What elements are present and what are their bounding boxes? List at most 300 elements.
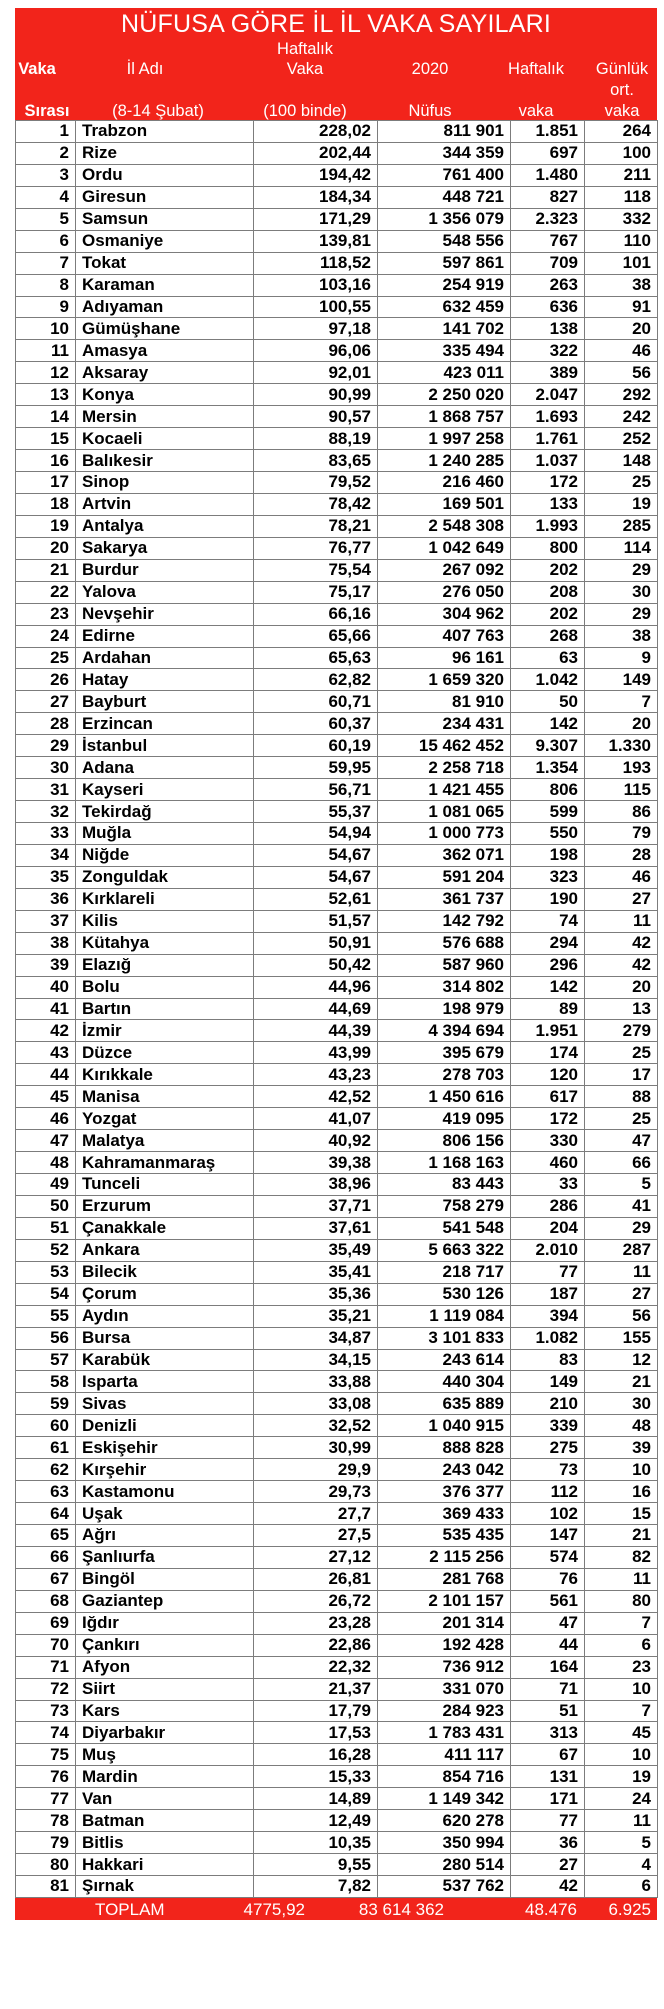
province-name-cell: Nevşehir <box>76 603 254 625</box>
weekly-per100k-cell: 26,72 <box>254 1590 378 1612</box>
daily-avg-cell: 91 <box>585 296 658 318</box>
rank-cell: 11 <box>16 340 76 362</box>
daily-avg-cell: 279 <box>585 1020 658 1042</box>
rank-cell: 27 <box>16 691 76 713</box>
province-name-cell: Diyarbakır <box>76 1722 254 1744</box>
province-name-cell: Muğla <box>76 823 254 845</box>
rank-cell: 39 <box>16 954 76 976</box>
weekly-cases-cell: 1.993 <box>511 515 585 537</box>
province-name-cell: Bilecik <box>76 1261 254 1283</box>
table-row <box>16 1327 658 1349</box>
province-name-cell: Kilis <box>76 910 254 932</box>
weekly-cases-cell: 210 <box>511 1393 585 1415</box>
population-cell: 806 156 <box>378 1130 511 1152</box>
population-cell: 331 070 <box>378 1678 511 1700</box>
population-cell: 5 663 322 <box>378 1239 511 1261</box>
rank-cell: 23 <box>16 603 76 625</box>
weekly-per100k-cell: 228,02 <box>254 121 378 143</box>
population-cell: 169 501 <box>378 493 511 515</box>
weekly-per100k-cell: 22,86 <box>254 1634 378 1656</box>
daily-avg-cell: 11 <box>585 910 658 932</box>
population-cell: 419 095 <box>378 1108 511 1130</box>
table-row <box>16 757 658 779</box>
population-cell: 1 868 757 <box>378 406 511 428</box>
rank-cell: 22 <box>16 581 76 603</box>
weekly-cases-cell: 550 <box>511 823 585 845</box>
rank-cell: 68 <box>16 1590 76 1612</box>
weekly-cases-cell: 198 <box>511 844 585 866</box>
weekly-per100k-cell: 202,44 <box>254 142 378 164</box>
daily-avg-cell: 12 <box>585 1349 658 1371</box>
table-row <box>16 669 658 691</box>
daily-avg-cell: 6 <box>585 1876 658 1898</box>
table-row <box>16 362 658 384</box>
population-cell: 81 910 <box>378 691 511 713</box>
province-name-cell: Çorum <box>76 1283 254 1305</box>
weekly-per100k-cell: 60,71 <box>254 691 378 713</box>
daily-avg-cell: 10 <box>585 1678 658 1700</box>
population-cell: 2 548 308 <box>378 515 511 537</box>
table-row <box>16 1415 658 1437</box>
weekly-per100k-cell: 40,92 <box>254 1130 378 1152</box>
table-row <box>16 208 658 230</box>
weekly-per100k-cell: 37,61 <box>254 1217 378 1239</box>
weekly-per100k-cell: 42,52 <box>254 1086 378 1108</box>
population-cell: 2 115 256 <box>378 1546 511 1568</box>
header-daily-bottom: vaka <box>604 102 640 120</box>
weekly-cases-cell: 1.851 <box>511 121 585 143</box>
rank-cell: 24 <box>16 625 76 647</box>
daily-avg-cell: 39 <box>585 1437 658 1459</box>
province-name-cell: Malatya <box>76 1130 254 1152</box>
table-row <box>16 1656 658 1678</box>
table-row <box>16 735 658 757</box>
daily-avg-cell: 48 <box>585 1415 658 1437</box>
weekly-cases-cell: 204 <box>511 1217 585 1239</box>
rank-cell: 50 <box>16 1195 76 1217</box>
weekly-per100k-cell: 21,37 <box>254 1678 378 1700</box>
weekly-cases-cell: 806 <box>511 779 585 801</box>
population-cell: 15 462 452 <box>378 735 511 757</box>
table-row <box>16 1042 658 1064</box>
daily-avg-cell: 115 <box>585 779 658 801</box>
daily-avg-cell: 11 <box>585 1810 658 1832</box>
province-name-cell: Bursa <box>76 1327 254 1349</box>
population-cell: 1 997 258 <box>378 428 511 450</box>
rank-cell: 75 <box>16 1744 76 1766</box>
table-row <box>16 1678 658 1700</box>
province-name-cell: Gümüşhane <box>76 318 254 340</box>
daily-avg-cell: 5 <box>585 1174 658 1196</box>
weekly-per100k-cell: 60,19 <box>254 735 378 757</box>
total-weekly-per100k: 4775,92 <box>243 1899 305 1919</box>
weekly-per100k-cell: 16,28 <box>254 1744 378 1766</box>
daily-avg-cell: 82 <box>585 1546 658 1568</box>
rank-cell: 53 <box>16 1261 76 1283</box>
province-name-cell: Manisa <box>76 1086 254 1108</box>
header-pop-bottom: Nüfus <box>408 102 452 120</box>
weekly-cases-cell: 131 <box>511 1766 585 1788</box>
rank-cell: 80 <box>16 1854 76 1876</box>
population-cell: 1 042 649 <box>378 537 511 559</box>
daily-avg-cell: 285 <box>585 515 658 537</box>
weekly-cases-cell: 50 <box>511 691 585 713</box>
population-cell: 350 994 <box>378 1832 511 1854</box>
daily-avg-cell: 41 <box>585 1195 658 1217</box>
daily-avg-cell: 21 <box>585 1371 658 1393</box>
rank-cell: 59 <box>16 1393 76 1415</box>
weekly-cases-cell: 9.307 <box>511 735 585 757</box>
population-cell: 632 459 <box>378 296 511 318</box>
daily-avg-cell: 148 <box>585 450 658 472</box>
table-header <box>15 8 657 120</box>
province-name-cell: Karaman <box>76 274 254 296</box>
weekly-per100k-cell: 79,52 <box>254 472 378 494</box>
rank-cell: 65 <box>16 1525 76 1547</box>
weekly-per100k-cell: 17,53 <box>254 1722 378 1744</box>
table-row <box>16 647 658 669</box>
weekly-per100k-cell: 88,19 <box>254 428 378 450</box>
weekly-per100k-cell: 22,32 <box>254 1656 378 1678</box>
table-row <box>16 1261 658 1283</box>
province-name-cell: Yozgat <box>76 1108 254 1130</box>
table-row <box>16 1612 658 1634</box>
province-name-cell: Balıkesir <box>76 450 254 472</box>
population-cell: 2 258 718 <box>378 757 511 779</box>
daily-avg-cell: 13 <box>585 998 658 1020</box>
table-row <box>16 1546 658 1568</box>
daily-avg-cell: 101 <box>585 252 658 274</box>
daily-avg-cell: 27 <box>585 888 658 910</box>
table-row <box>16 537 658 559</box>
weekly-per100k-cell: 15,33 <box>254 1766 378 1788</box>
weekly-cases-cell: 51 <box>511 1700 585 1722</box>
weekly-per100k-cell: 32,52 <box>254 1415 378 1437</box>
population-cell: 96 161 <box>378 647 511 669</box>
weekly-per100k-cell: 90,57 <box>254 406 378 428</box>
rank-cell: 19 <box>16 515 76 537</box>
table-row <box>16 1239 658 1261</box>
province-name-cell: İzmir <box>76 1020 254 1042</box>
weekly-per100k-cell: 90,99 <box>254 384 378 406</box>
rank-cell: 15 <box>16 428 76 450</box>
table-row <box>16 1283 658 1305</box>
header-cases-bottom: vaka <box>518 102 554 120</box>
weekly-per100k-cell: 35,41 <box>254 1261 378 1283</box>
weekly-cases-cell: 47 <box>511 1612 585 1634</box>
population-cell: 811 901 <box>378 121 511 143</box>
weekly-cases-cell: 73 <box>511 1459 585 1481</box>
weekly-cases-cell: 76 <box>511 1568 585 1590</box>
weekly-per100k-cell: 97,18 <box>254 318 378 340</box>
weekly-per100k-cell: 39,38 <box>254 1152 378 1174</box>
population-cell: 535 435 <box>378 1525 511 1547</box>
population-cell: 281 768 <box>378 1568 511 1590</box>
weekly-per100k-cell: 55,37 <box>254 801 378 823</box>
rank-cell: 66 <box>16 1546 76 1568</box>
weekly-per100k-cell: 59,95 <box>254 757 378 779</box>
table-row <box>16 1788 658 1810</box>
population-cell: 201 314 <box>378 1612 511 1634</box>
population-cell: 620 278 <box>378 1810 511 1832</box>
province-name-cell: Bingöl <box>76 1568 254 1590</box>
population-cell: 591 204 <box>378 866 511 888</box>
province-name-cell: Ardahan <box>76 647 254 669</box>
weekly-cases-cell: 275 <box>511 1437 585 1459</box>
rank-cell: 8 <box>16 274 76 296</box>
population-cell: 1 168 163 <box>378 1152 511 1174</box>
province-name-cell: Osmaniye <box>76 230 254 252</box>
weekly-per100k-cell: 14,89 <box>254 1788 378 1810</box>
daily-avg-cell: 66 <box>585 1152 658 1174</box>
weekly-per100k-cell: 27,12 <box>254 1546 378 1568</box>
table-row <box>16 625 658 647</box>
rank-cell: 35 <box>16 866 76 888</box>
table-row <box>16 296 658 318</box>
daily-avg-cell: 110 <box>585 230 658 252</box>
weekly-cases-cell: 67 <box>511 1744 585 1766</box>
weekly-cases-cell: 460 <box>511 1152 585 1174</box>
daily-avg-cell: 19 <box>585 1766 658 1788</box>
population-cell: 1 783 431 <box>378 1722 511 1744</box>
population-cell: 761 400 <box>378 164 511 186</box>
daily-avg-cell: 242 <box>585 406 658 428</box>
province-name-cell: Bartın <box>76 998 254 1020</box>
daily-avg-cell: 45 <box>585 1722 658 1744</box>
daily-avg-cell: 56 <box>585 362 658 384</box>
weekly-per100k-cell: 60,37 <box>254 713 378 735</box>
weekly-cases-cell: 112 <box>511 1481 585 1503</box>
daily-avg-cell: 9 <box>585 647 658 669</box>
weekly-cases-cell: 164 <box>511 1656 585 1678</box>
table-row <box>16 976 658 998</box>
weekly-per100k-cell: 26,81 <box>254 1568 378 1590</box>
population-cell: 888 828 <box>378 1437 511 1459</box>
population-cell: 3 101 833 <box>378 1327 511 1349</box>
population-cell: 142 792 <box>378 910 511 932</box>
rank-cell: 74 <box>16 1722 76 1744</box>
weekly-per100k-cell: 38,96 <box>254 1174 378 1196</box>
province-name-cell: Elazığ <box>76 954 254 976</box>
population-cell: 362 071 <box>378 844 511 866</box>
daily-avg-cell: 100 <box>585 142 658 164</box>
province-name-cell: Kırşehir <box>76 1459 254 1481</box>
population-cell: 83 443 <box>378 1174 511 1196</box>
rank-cell: 72 <box>16 1678 76 1700</box>
header-weekly-bottom: (100 binde) <box>263 102 347 120</box>
daily-avg-cell: 11 <box>585 1568 658 1590</box>
daily-avg-cell: 5 <box>585 1832 658 1854</box>
province-name-cell: Şırnak <box>76 1876 254 1898</box>
table-row <box>16 1722 658 1744</box>
header-name-bottom: (8-14 Şubat) <box>112 102 204 120</box>
table-row <box>16 472 658 494</box>
population-cell: 440 304 <box>378 1371 511 1393</box>
weekly-per100k-cell: 9,55 <box>254 1854 378 1876</box>
weekly-per100k-cell: 10,35 <box>254 1832 378 1854</box>
daily-avg-cell: 292 <box>585 384 658 406</box>
province-name-cell: Ordu <box>76 164 254 186</box>
rank-cell: 63 <box>16 1481 76 1503</box>
table-row <box>16 252 658 274</box>
daily-avg-cell: 16 <box>585 1481 658 1503</box>
table-row <box>16 1700 658 1722</box>
weekly-cases-cell: 89 <box>511 998 585 1020</box>
population-cell: 854 716 <box>378 1766 511 1788</box>
population-cell: 198 979 <box>378 998 511 1020</box>
province-name-cell: Kastamonu <box>76 1481 254 1503</box>
weekly-cases-cell: 2.047 <box>511 384 585 406</box>
weekly-cases-cell: 102 <box>511 1503 585 1525</box>
weekly-per100k-cell: 194,42 <box>254 164 378 186</box>
rank-cell: 20 <box>16 537 76 559</box>
weekly-cases-cell: 208 <box>511 581 585 603</box>
rank-cell: 9 <box>16 296 76 318</box>
rank-cell: 32 <box>16 801 76 823</box>
rank-cell: 5 <box>16 208 76 230</box>
daily-avg-cell: 19 <box>585 493 658 515</box>
table-row <box>16 1503 658 1525</box>
weekly-per100k-cell: 65,66 <box>254 625 378 647</box>
table-row <box>16 998 658 1020</box>
weekly-per100k-cell: 52,61 <box>254 888 378 910</box>
weekly-per100k-cell: 27,7 <box>254 1503 378 1525</box>
population-cell: 314 802 <box>378 976 511 998</box>
weekly-per100k-cell: 44,96 <box>254 976 378 998</box>
province-name-cell: Mardin <box>76 1766 254 1788</box>
population-cell: 1 081 065 <box>378 801 511 823</box>
rank-cell: 71 <box>16 1656 76 1678</box>
weekly-cases-cell: 389 <box>511 362 585 384</box>
rank-cell: 79 <box>16 1832 76 1854</box>
province-name-cell: Şanlıurfa <box>76 1546 254 1568</box>
table-row <box>16 1481 658 1503</box>
header-rank-top: Vaka <box>18 60 56 78</box>
population-cell: 758 279 <box>378 1195 511 1217</box>
population-cell: 369 433 <box>378 1503 511 1525</box>
daily-avg-cell: 332 <box>585 208 658 230</box>
weekly-per100k-cell: 184,34 <box>254 186 378 208</box>
table-row <box>16 1876 658 1898</box>
weekly-per100k-cell: 34,87 <box>254 1327 378 1349</box>
weekly-per100k-cell: 76,77 <box>254 537 378 559</box>
province-name-cell: Mersin <box>76 406 254 428</box>
weekly-per100k-cell: 51,57 <box>254 910 378 932</box>
daily-avg-cell: 7 <box>585 691 658 713</box>
province-name-cell: Aksaray <box>76 362 254 384</box>
table-row <box>16 1832 658 1854</box>
province-name-cell: Rize <box>76 142 254 164</box>
weekly-per100k-cell: 139,81 <box>254 230 378 252</box>
province-name-cell: Niğde <box>76 844 254 866</box>
weekly-cases-cell: 1.082 <box>511 1327 585 1349</box>
rank-cell: 29 <box>16 735 76 757</box>
table-row <box>16 450 658 472</box>
daily-avg-cell: 15 <box>585 1503 658 1525</box>
weekly-per100k-cell: 118,52 <box>254 252 378 274</box>
province-name-cell: Isparta <box>76 1371 254 1393</box>
population-cell: 304 962 <box>378 603 511 625</box>
weekly-cases-cell: 202 <box>511 603 585 625</box>
table-row <box>16 142 658 164</box>
daily-avg-cell: 11 <box>585 1261 658 1283</box>
population-cell: 1 659 320 <box>378 669 511 691</box>
rank-cell: 54 <box>16 1283 76 1305</box>
province-name-cell: Eskişehir <box>76 1437 254 1459</box>
rank-cell: 47 <box>16 1130 76 1152</box>
rank-cell: 13 <box>16 384 76 406</box>
header-weekly-mid: Vaka <box>286 60 324 78</box>
population-cell: 1 450 616 <box>378 1086 511 1108</box>
rank-cell: 14 <box>16 406 76 428</box>
province-name-cell: Samsun <box>76 208 254 230</box>
rank-cell: 57 <box>16 1349 76 1371</box>
table-row <box>16 1766 658 1788</box>
rank-cell: 4 <box>16 186 76 208</box>
rank-cell: 34 <box>16 844 76 866</box>
table-row <box>16 1854 658 1876</box>
population-cell: 218 717 <box>378 1261 511 1283</box>
table-row <box>16 1305 658 1327</box>
daily-avg-cell: 23 <box>585 1656 658 1678</box>
rank-cell: 25 <box>16 647 76 669</box>
population-cell: 411 117 <box>378 1744 511 1766</box>
rank-cell: 10 <box>16 318 76 340</box>
province-name-cell: Muş <box>76 1744 254 1766</box>
rank-cell: 43 <box>16 1042 76 1064</box>
rank-cell: 28 <box>16 713 76 735</box>
population-cell: 548 556 <box>378 230 511 252</box>
daily-avg-cell: 42 <box>585 932 658 954</box>
weekly-cases-cell: 767 <box>511 230 585 252</box>
daily-avg-cell: 20 <box>585 976 658 998</box>
province-name-cell: Tekirdağ <box>76 801 254 823</box>
population-cell: 280 514 <box>378 1854 511 1876</box>
table-row <box>16 932 658 954</box>
table-row <box>16 274 658 296</box>
population-cell: 344 359 <box>378 142 511 164</box>
weekly-cases-cell: 296 <box>511 954 585 976</box>
weekly-per100k-cell: 92,01 <box>254 362 378 384</box>
rank-cell: 3 <box>16 164 76 186</box>
daily-avg-cell: 27 <box>585 1283 658 1305</box>
weekly-cases-cell: 800 <box>511 537 585 559</box>
weekly-per100k-cell: 35,36 <box>254 1283 378 1305</box>
weekly-cases-cell: 147 <box>511 1525 585 1547</box>
province-name-cell: Çankırı <box>76 1634 254 1656</box>
province-name-cell: Kütahya <box>76 932 254 954</box>
weekly-per100k-cell: 83,65 <box>254 450 378 472</box>
weekly-per100k-cell: 100,55 <box>254 296 378 318</box>
province-name-cell: Bolu <box>76 976 254 998</box>
table-row <box>16 164 658 186</box>
weekly-cases-cell: 330 <box>511 1130 585 1152</box>
total-daily-avg: 6.925 <box>608 1899 651 1919</box>
weekly-cases-cell: 1.480 <box>511 164 585 186</box>
table-row <box>16 1525 658 1547</box>
rank-cell: 48 <box>16 1152 76 1174</box>
population-cell: 448 721 <box>378 186 511 208</box>
daily-avg-cell: 10 <box>585 1459 658 1481</box>
province-name-cell: Sivas <box>76 1393 254 1415</box>
province-name-cell: Ağrı <box>76 1525 254 1547</box>
weekly-per100k-cell: 44,69 <box>254 998 378 1020</box>
province-name-cell: Iğdır <box>76 1612 254 1634</box>
province-name-cell: Sakarya <box>76 537 254 559</box>
weekly-per100k-cell: 27,5 <box>254 1525 378 1547</box>
weekly-per100k-cell: 29,73 <box>254 1481 378 1503</box>
rank-cell: 21 <box>16 559 76 581</box>
